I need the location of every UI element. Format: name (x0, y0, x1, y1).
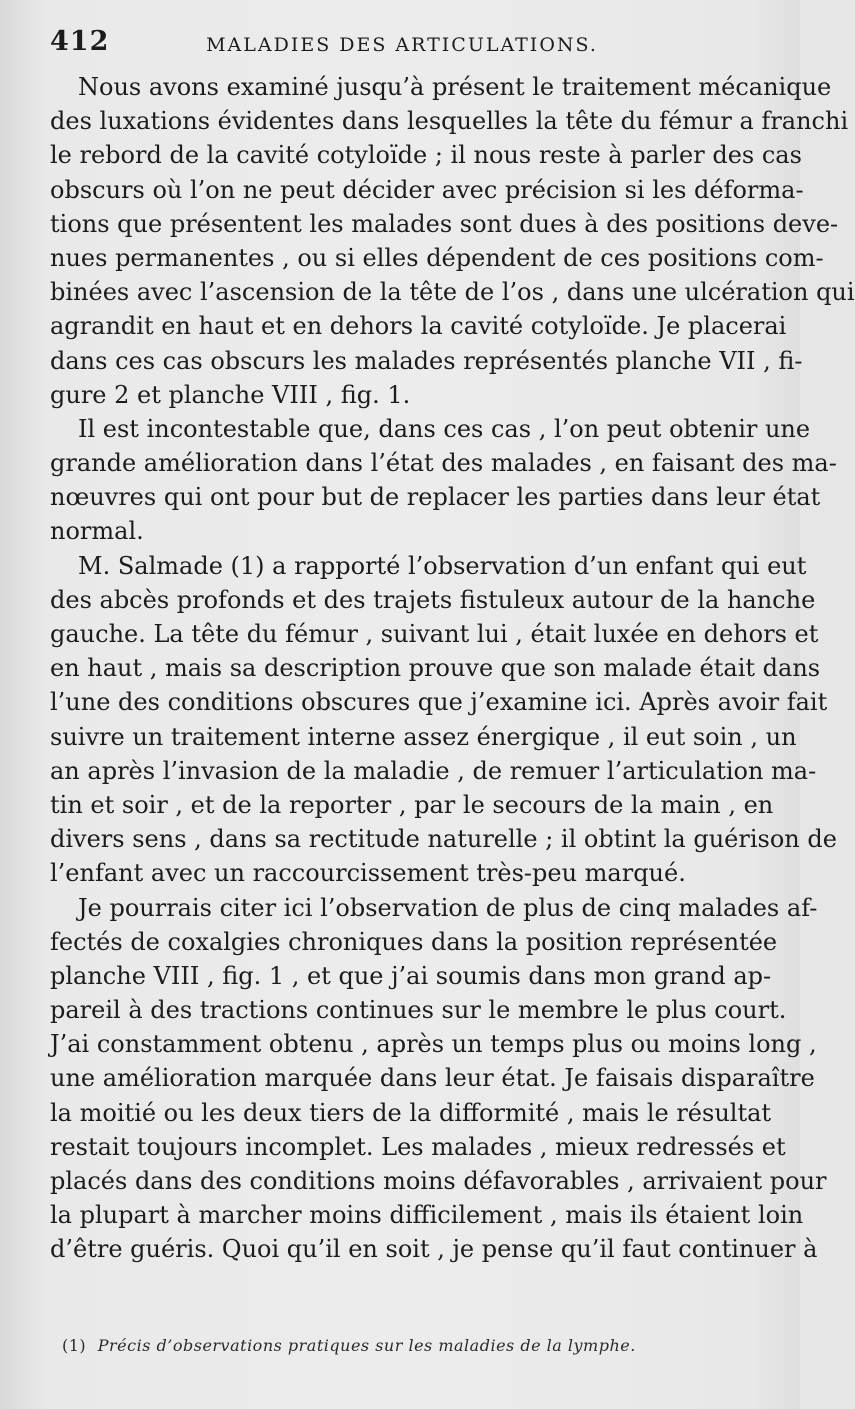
text-line: en haut , mais sa description prouve que son malade était dans (50, 654, 821, 683)
text-line: an après l’invasion de la maladie , de remuer l’articulation ma- (50, 756, 817, 785)
text-line: Il est incontestable que, dans ces cas , l’on peut obtenir une (78, 414, 811, 443)
text-line: une amélioration marquée dans leur état. Je faisais disparaître (50, 1064, 815, 1093)
text-line: la moitié ou les deux tiers de la difformité , mais le résultat (50, 1098, 772, 1127)
text-line: des luxations évidentes dans lesquelles la tête du fémur a franchi (50, 107, 849, 136)
text-line: binées avec l’ascension de la tête de l’os , dans une ulcération qui (50, 278, 855, 307)
text-line: gure 2 et planche VIII , fig. 1. (50, 380, 411, 409)
text-line: nues permanentes , ou si elles dépendent de ces positions com- (50, 243, 824, 272)
running-title: MALADIES DES ARTICULATIONS. (206, 34, 598, 56)
text-line: planche VIII , fig. 1 , et que j’ai soumis dans mon grand ap- (50, 961, 772, 990)
text-line: placés dans des conditions moins défavorables , arrivaient pour (50, 1167, 827, 1195)
footnote (62, 1336, 762, 1355)
page-number: 412 (50, 26, 110, 57)
text-line: J’ai constamment obtenu , après un temps plus ou moins long , (50, 1030, 817, 1059)
text-line: M. Salmade (1) a rapporté l’observation d’un enfant qui eut (78, 551, 807, 580)
text-line: d’être guéris. Quoi qu’il en soit , je pense qu’il faut continuer à (50, 1235, 818, 1264)
text-line: normal. (50, 517, 144, 546)
text-line: la plupart à marcher moins difficilement , mais ils étaient loin (50, 1201, 804, 1230)
text-line: nœuvres qui ont pour but de replacer les parties dans leur état (50, 483, 821, 512)
text-line: Nous avons examiné jusqu’à présent le traitement mécanique (78, 73, 832, 101)
text-line: tin et soir , et de la reporter , par le secours de la main , en (50, 790, 774, 819)
text-line: suivre un traitement interne assez énergique , il eut soin , un (50, 722, 797, 751)
text-line: Je pourrais citer ici l’observation de plus de cinq malades af- (78, 893, 818, 922)
text-line: fectés de coxalgies chroniques dans la position représentée (50, 927, 778, 956)
text-line: l’une des conditions obscures que j’examine ici. Après avoir fait (50, 688, 828, 717)
text-line: le rebord de la cavité cotyloïde ; il nous reste à parler des cas (50, 141, 802, 170)
text-line: agrandit en haut et en dehors la cavité cotyloïde. Je placerai (50, 312, 787, 341)
footnote-marker: (1) (62, 1336, 87, 1355)
text-line: obscurs où l’on ne peut décider avec précision si les déforma- (50, 175, 804, 204)
footnote-text: Précis d’observations pratiques sur les maladies de la lymphe. (97, 1336, 636, 1355)
text-line: restait toujours incomplet. Les malades , mieux redressés et (50, 1132, 786, 1161)
running-head (50, 26, 754, 66)
body-text (50, 70, 855, 1267)
text-line: divers sens , dans sa rectitude naturelle ; il obtint la guérison de (50, 825, 837, 854)
text-line: dans ces cas obscurs les malades représentés planche VII , fi- (50, 346, 803, 375)
text-line: grande amélioration dans l’état des malades , en faisant des ma- (50, 449, 837, 478)
text-line: l’enfant avec un raccourcissement très-peu marqué. (50, 859, 686, 888)
text-line: pareil à des tractions continues sur le membre le plus court. (50, 996, 787, 1025)
text-line: tions que présentent les malades sont dues à des positions deve- (50, 209, 839, 238)
text-line: gauche. La tête du fémur , suivant lui , était luxée en dehors et (50, 620, 819, 648)
text-line: des abcès profonds et des trajets fistuleux autour de la hanche (50, 585, 816, 614)
